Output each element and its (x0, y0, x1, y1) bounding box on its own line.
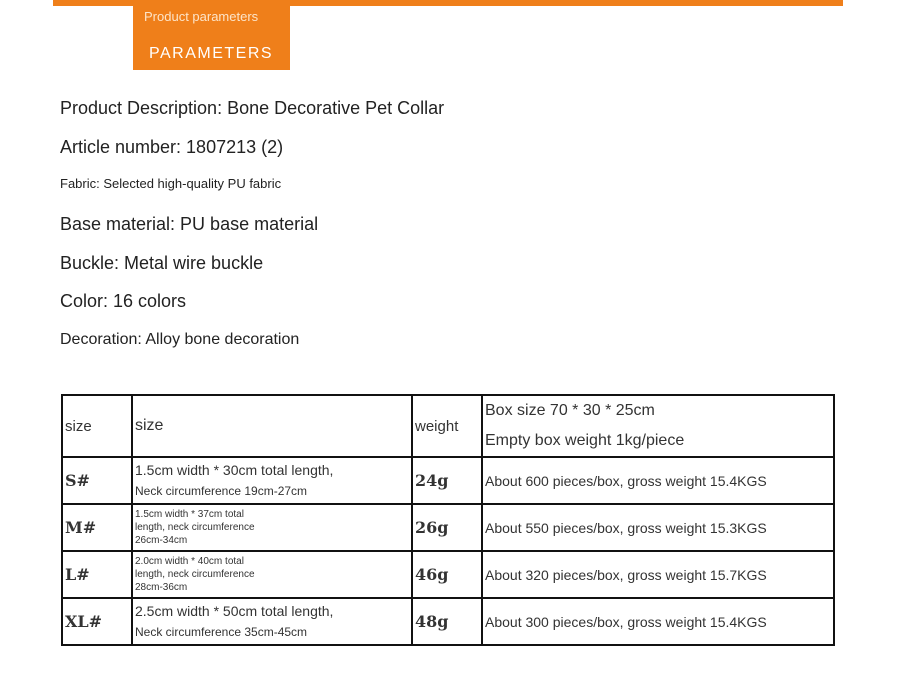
header-weight: weight (412, 395, 482, 457)
table-row (62, 457, 834, 504)
header-box-size: Box size 70 * 30 * 25cm (485, 402, 655, 419)
weight-cell: 24g (412, 457, 482, 504)
table-row (62, 551, 834, 598)
spec-table (61, 394, 835, 646)
weight-cell: 46g (412, 551, 482, 598)
header-size-label: size (62, 395, 132, 457)
dimension-line: Neck circumference 35cm-45cm (135, 624, 308, 639)
base-material: Base material: PU base material (60, 214, 319, 234)
header-size-desc: size (132, 395, 412, 457)
decoration: Decoration: Alloy bone decoration (60, 331, 300, 348)
table-row (62, 598, 834, 645)
dimension-line: length, neck circumference (135, 569, 255, 580)
dimension-line: 1.5cm width * 30cm total length, (135, 461, 334, 478)
box-cell: About 300 pieces/box, gross weight 15.4KGS (482, 598, 834, 645)
dimension-cell (132, 551, 412, 598)
header-box-info (482, 395, 834, 457)
weight-cell: 26g (412, 504, 482, 551)
fabric: Fabric: Selected high-quality PU fabric (60, 176, 282, 191)
tab-subtitle: Product parameters (144, 9, 259, 24)
size-cell: L# (62, 551, 132, 598)
dimension-line: Neck circumference 19cm-27cm (135, 483, 308, 498)
box-cell: About 320 pieces/box, gross weight 15.7KGS (482, 551, 834, 598)
table-row (62, 504, 834, 551)
dimension-line: 26cm-34cm (135, 535, 188, 546)
size-cell: XL# (62, 598, 132, 645)
product-description: Product Description: Bone Decorative Pet Collar (60, 98, 445, 118)
box-cell: About 600 pieces/box, gross weight 15.4KGS (482, 457, 834, 504)
box-cell: About 550 pieces/box, gross weight 15.3KGS (482, 504, 834, 551)
dimension-line: length, neck circumference (135, 522, 255, 533)
size-cell: S# (62, 457, 132, 504)
size-cell: M# (62, 504, 132, 551)
weight-cell: 48g (412, 598, 482, 645)
header-box-weight: Empty box weight 1kg/piece (485, 432, 685, 449)
dimension-line: 2.0cm width * 40cm total (135, 556, 244, 567)
parameters-tab (133, 0, 290, 70)
table-header-row (62, 395, 834, 457)
dimension-cell (132, 598, 412, 645)
dimension-line: 2.5cm width * 50cm total length, (135, 602, 334, 619)
color: Color: 16 colors (60, 291, 187, 311)
buckle: Buckle: Metal wire buckle (60, 253, 264, 273)
dimension-cell (132, 504, 412, 551)
tab-title: PARAMETERS (149, 45, 274, 62)
dimension-cell (132, 457, 412, 504)
dimension-line: 28cm-36cm (135, 582, 188, 593)
article-number: Article number: 1807213 (2) (60, 137, 284, 157)
dimension-line: 1.5cm width * 37cm total (135, 509, 244, 520)
